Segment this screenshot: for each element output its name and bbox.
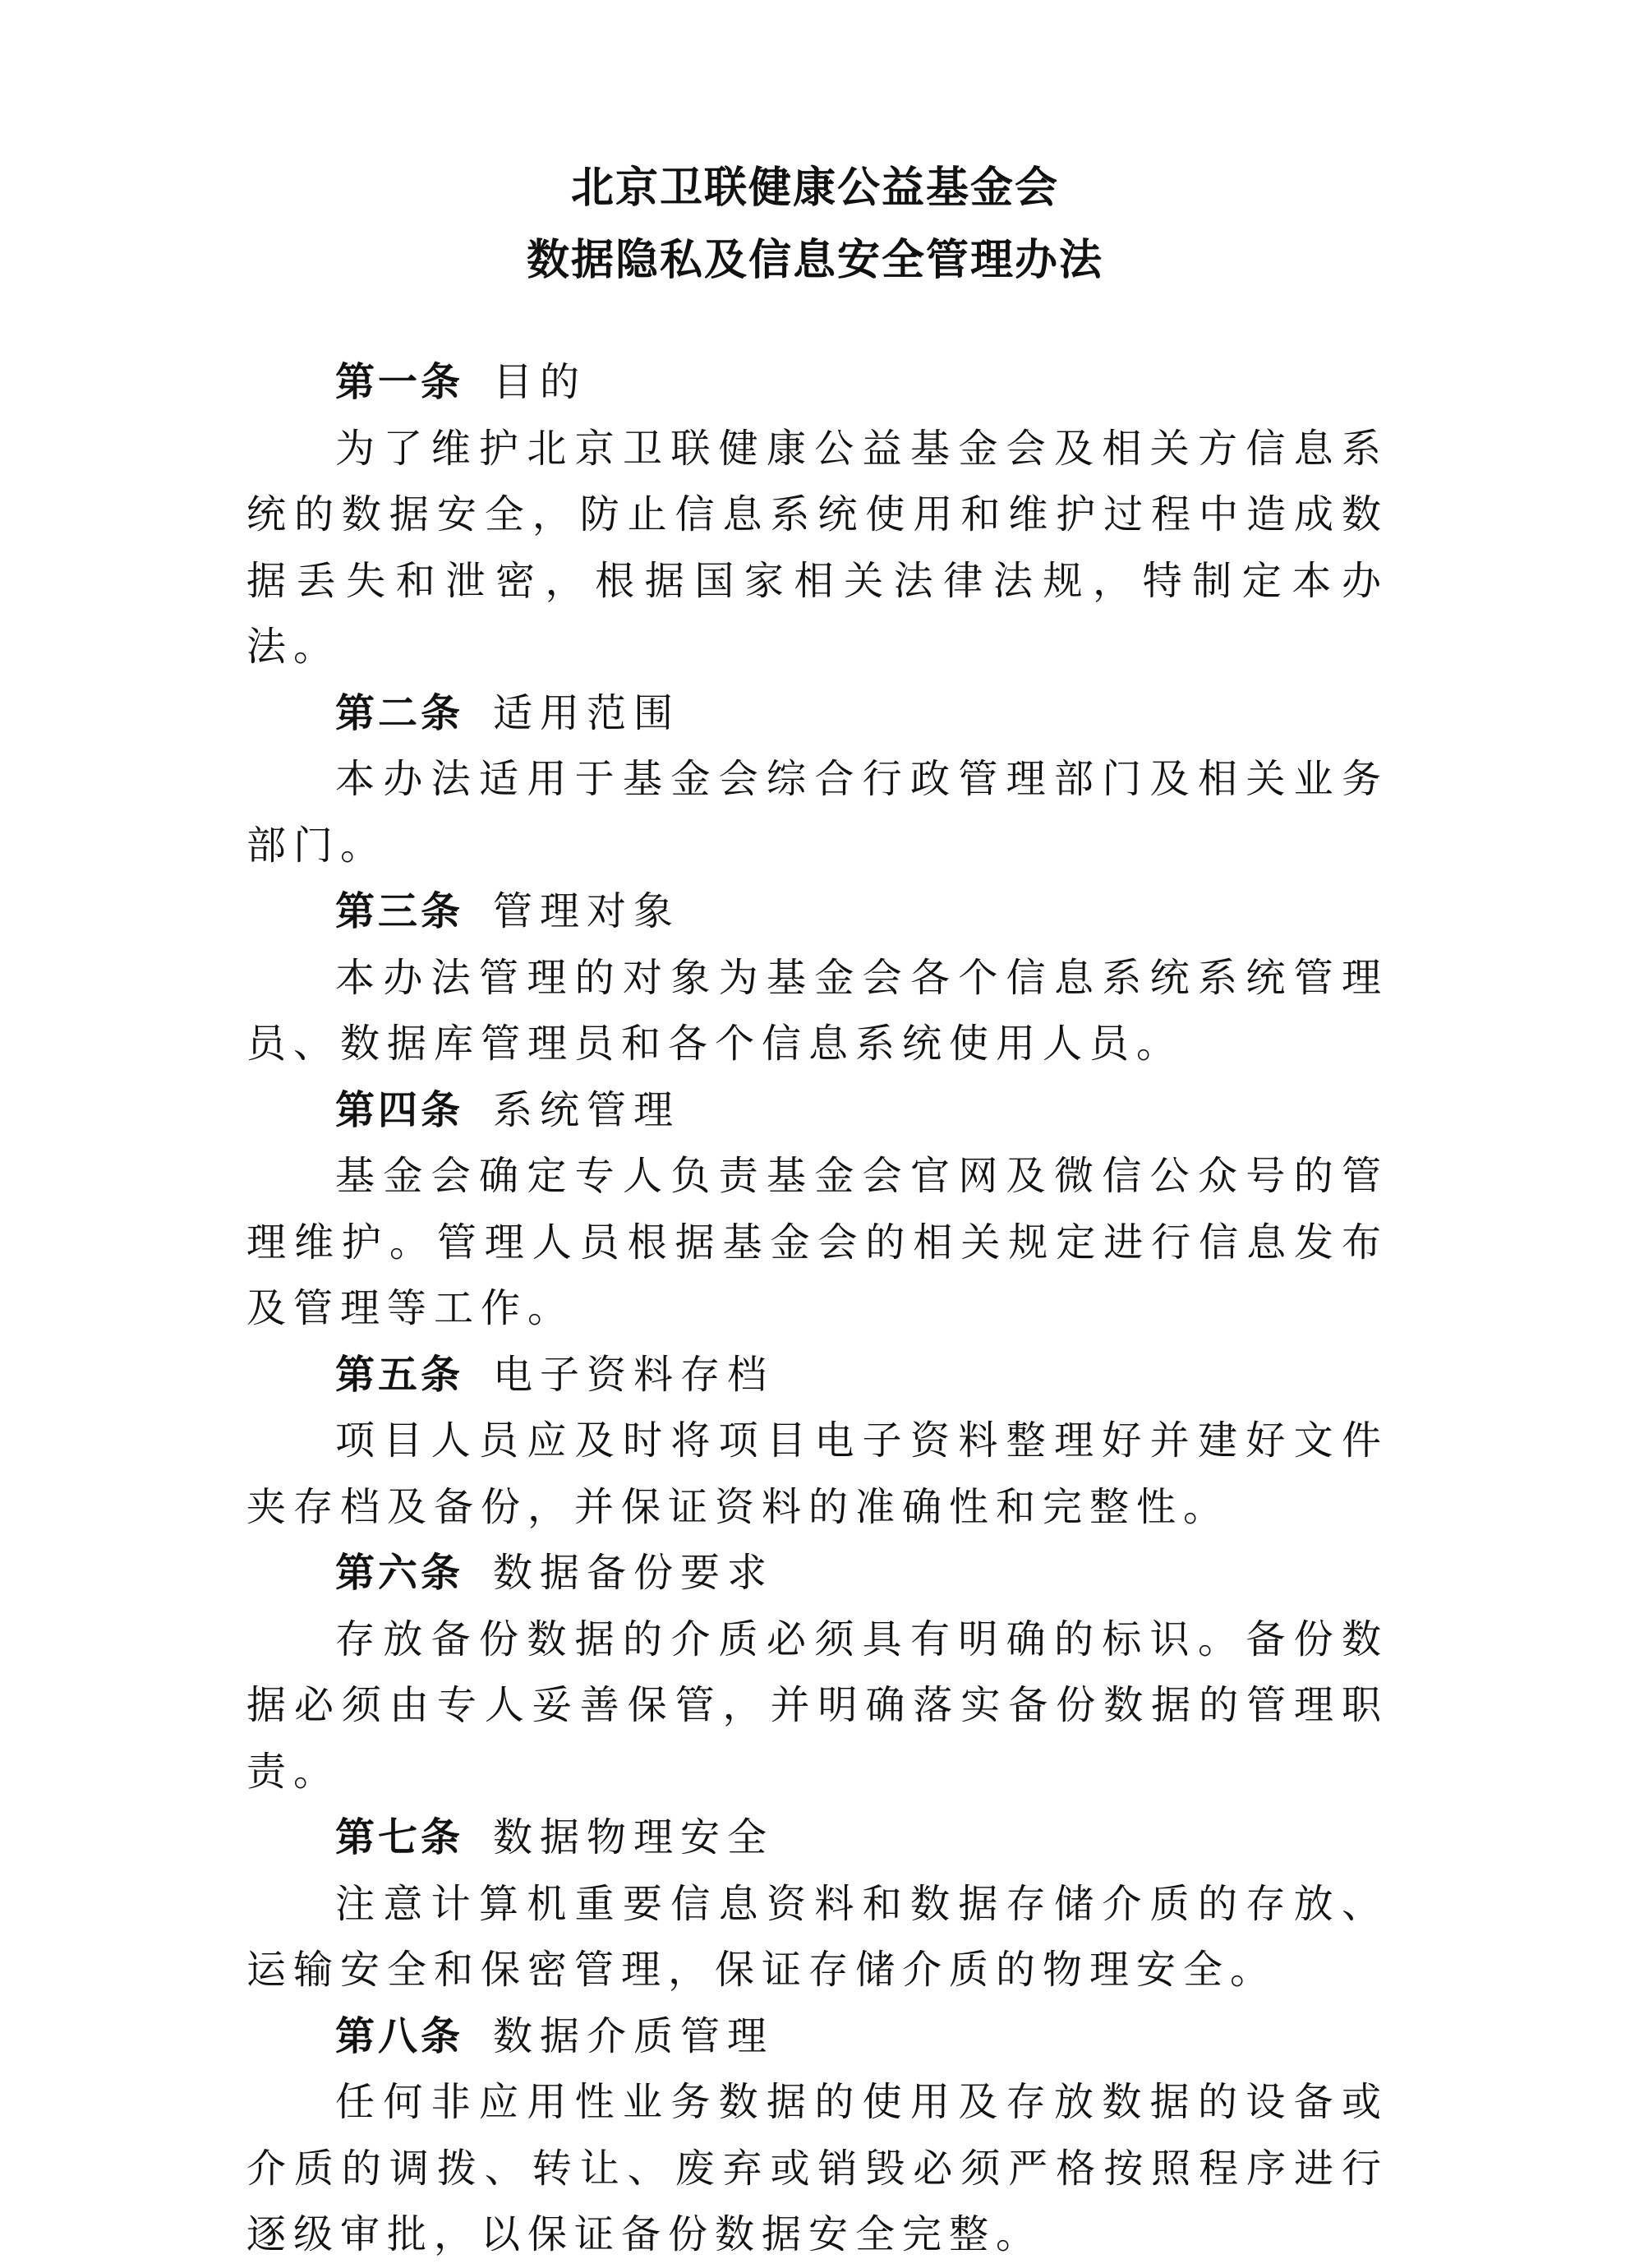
document-title (0, 152, 1630, 297)
article-heading-text: 数据物理安全 (493, 1814, 775, 1860)
article (246, 1077, 1388, 1342)
article-text: 注意计算机重要信息资料和数据存储介质的存放、运输安全和保密管理，保证存储介质的物理安全。 (246, 1880, 1388, 1993)
document-body (246, 349, 1388, 2268)
article-heading-text: 适用范围 (493, 689, 681, 736)
article-number: 第一条 (335, 359, 464, 405)
article-heading-text: 管理对象 (493, 888, 681, 934)
article-heading (246, 1540, 1388, 1606)
article-number: 第八条 (335, 2012, 464, 2059)
article-number: 第七条 (335, 1814, 464, 1860)
article-heading (246, 349, 1388, 416)
article (246, 680, 1388, 879)
article-text: 本办法管理的对象为基金会各个信息系统系统管理员、数据库管理员和各个信息系统使用人员。 (246, 954, 1388, 1067)
article-number: 第六条 (335, 1550, 464, 1596)
article-heading (246, 680, 1388, 747)
article-heading-text: 电子资料存档 (493, 1351, 775, 1398)
article-text: 项目人员应及时将项目电子资料整理好并建好文件夹存档及备份，并保证资料的准确性和完整性。 (246, 1418, 1388, 1530)
article-heading (246, 1805, 1388, 1871)
article-number: 第三条 (335, 888, 464, 934)
article (246, 878, 1388, 1077)
title-line-1: 北京卫联健康公益基金会 (570, 163, 1059, 213)
article-text: 任何非应用性业务数据的使用及存放数据的设备或介质的调拨、转让、废弃或销毁必须严格按照程序进行逐级审批，以保证备份数据安全完整。 (246, 2079, 1388, 2257)
article-number: 第五条 (335, 1351, 464, 1398)
article-heading (246, 2003, 1388, 2070)
article-heading (246, 1077, 1388, 1144)
article-text: 基金会确定专人负责基金会官网及微信公众号的管理维护。管理人员根据基金会的相关规定进行信息发布及管理等工作。 (246, 1153, 1388, 1331)
article-text: 为了维护北京卫联健康公益基金会及相关方信息系统的数据安全，防止信息系统使用和维护过程中造成数据丢失和泄密，根据国家相关法律法规，特制定本办法。 (246, 425, 1388, 670)
article (246, 1805, 1388, 2003)
article-number: 第二条 (335, 689, 464, 736)
article-heading-text: 数据备份要求 (493, 1550, 775, 1596)
article-heading-text: 系统管理 (493, 1086, 681, 1133)
title-line-2: 数据隐私及信息安全管理办法 (526, 235, 1103, 285)
article-text: 存放备份数据的介质必须具有明确的标识。备份数据必须由专人妥善保管，并明确落实备份数据的管理职责。 (246, 1616, 1388, 1795)
article (246, 2003, 1388, 2268)
article (246, 1342, 1388, 1541)
article-heading-text: 数据介质管理 (493, 2012, 775, 2059)
article (246, 1540, 1388, 1805)
article (246, 349, 1388, 680)
article-heading (246, 1342, 1388, 1408)
article-number: 第四条 (335, 1086, 464, 1133)
article-text: 本办法适用于基金会综合行政管理部门及相关业务部门。 (246, 756, 1388, 869)
article-heading-text: 目的 (493, 359, 587, 405)
article-heading (246, 878, 1388, 945)
